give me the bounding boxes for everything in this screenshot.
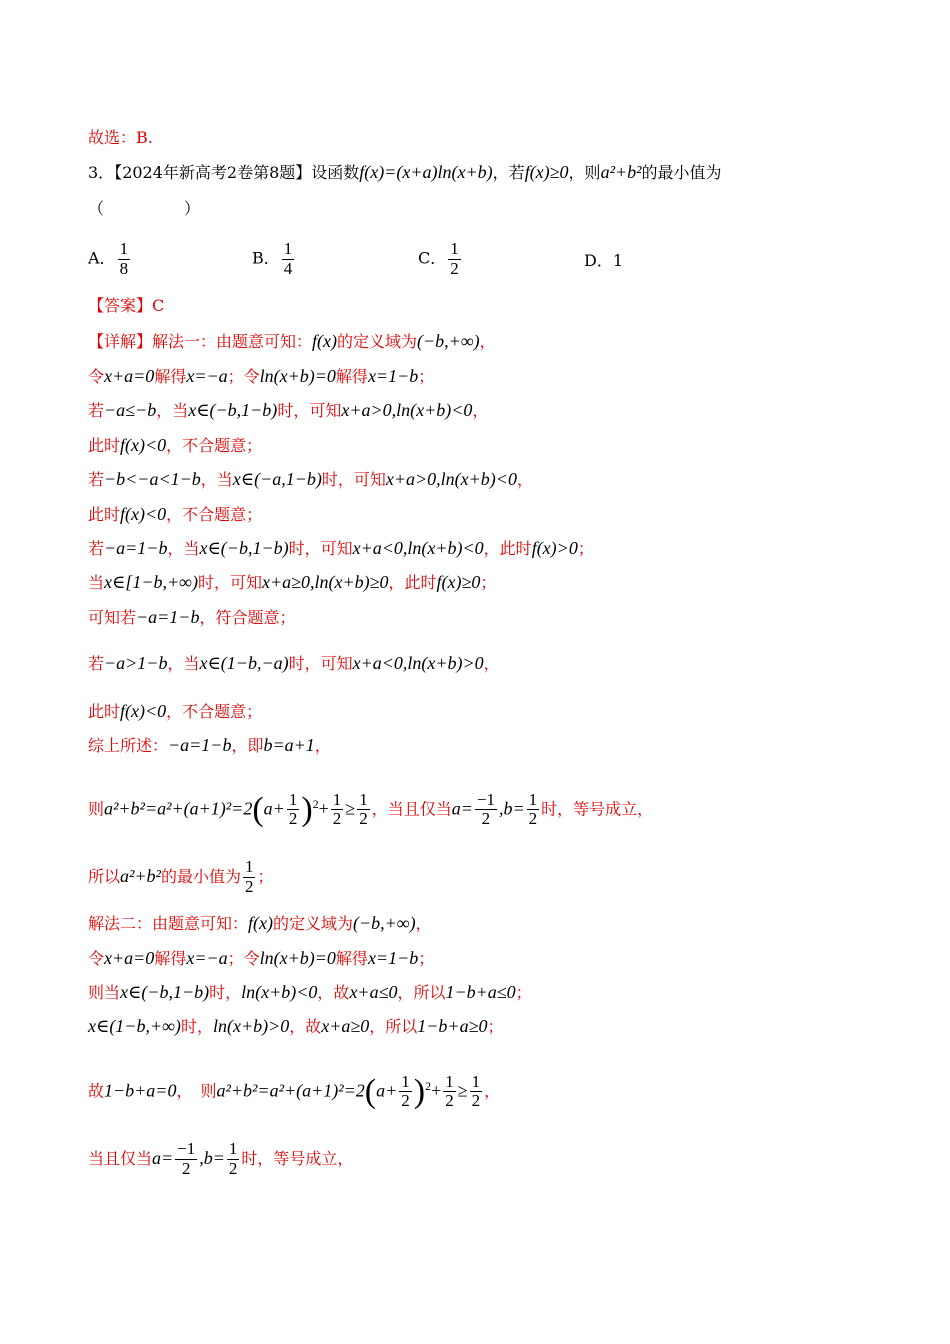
method2-line-6: 当且仅当a= $\frac{-1}{2}$ ,b= $\frac{1}{2}$ 时，等号成立，	[88, 1139, 354, 1178]
method2-line-2: 令x+a=0解得x=−a；令ln(x+b)=0解得x=1−b；	[88, 948, 435, 968]
solution-line-4: 此时f(x)<0，不合题意；	[88, 435, 263, 455]
method2-line-1: 解法二：由题意可知：f(x)的定义域为(−b,+∞)，	[88, 913, 432, 933]
solution-line-7: 若−a=1−b，当x∈(−b,1−b)时，可知x+a<0,ln(x+b)<0，此时f(x)>0；	[88, 538, 594, 558]
choice-b: B． $\frac{1}{4}$	[252, 239, 293, 278]
answer-blank: （ ）	[88, 199, 201, 218]
answer-line: 【答案】C	[88, 296, 165, 315]
choice-a: A． $\frac{1}{8}$	[88, 239, 129, 278]
choice-c: C． $\frac{1}{2}$	[418, 239, 459, 278]
solution-line-12: 综上所述：−a=1−b，即b=a+1，	[88, 735, 331, 755]
method2-line-5: 故1−b+a=0， 则a²+b²=a²+(a+1)²=2(a+ $\frac{1}{2}$ )$^2$+ $\frac{1}{2}$ ≥ $\frac{1}{2}$ ，	[88, 1071, 501, 1111]
question-3-stem: 3．【2024年新高考2卷第8题】设函数f(x)=(x+a)ln(x+b)，若f(x)≥0，则a²+b²的最小值为	[88, 162, 722, 182]
solution-line-14: 所以a²+b²的最小值为 $\frac{1}{2}$ ；	[88, 857, 274, 896]
choice-d: D．1	[584, 251, 624, 270]
solution-line-3: 若−a≤−b，当x∈(−b,1−b)时，可知x+a>0,ln(x+b)<0，	[88, 400, 489, 420]
method2-line-4: x∈(1−b,+∞)时，ln(x+b)>0，故x+a≥0，所以1−b+a≥0；	[88, 1016, 504, 1036]
solution-line-8: 当x∈[1−b,+∞)时，可知x+a≥0,ln(x+b)≥0，此时f(x)≥0；	[88, 572, 497, 592]
solution-line-5: 若−b<−a<1−b，当x∈(−a,1−b)时，可知x+a>0,ln(x+b)<0，	[88, 469, 533, 489]
solution-line-1: 【详解】解法一：由题意可知：f(x)的定义域为(−b,+∞)，	[88, 331, 496, 351]
solution-line-9: 可知若−a=1−b，符合题意；	[88, 607, 296, 627]
solution-line-11: 此时f(x)<0，不合题意；	[88, 701, 263, 721]
solution-line-10: 若−a>1−b，当x∈(1−b,−a)时，可知x+a<0,ln(x+b)>0，	[88, 653, 500, 673]
solution-line-13: 则a²+b²=a²+(a+1)²=2(a+ $\frac{1}{2}$ )$^2$+ $\frac{1}{2}$ ≥ $\frac{1}{2}$ ，当且仅当a= $\frac{-1}{2}$ ,b= $\frac{1}{2}$ 时，等号成立，	[88, 789, 654, 829]
method2-line-3: 则当x∈(−b,1−b)时，ln(x+b)<0，故x+a≤0，所以1−b+a≤0；	[88, 982, 532, 1002]
solution-line-6: 此时f(x)<0，不合题意；	[88, 504, 263, 524]
solution-line-2: 令x+a=0解得x=−a；令ln(x+b)=0解得x=1−b；	[88, 366, 435, 386]
previous-answer: 故选：B.	[88, 128, 153, 147]
